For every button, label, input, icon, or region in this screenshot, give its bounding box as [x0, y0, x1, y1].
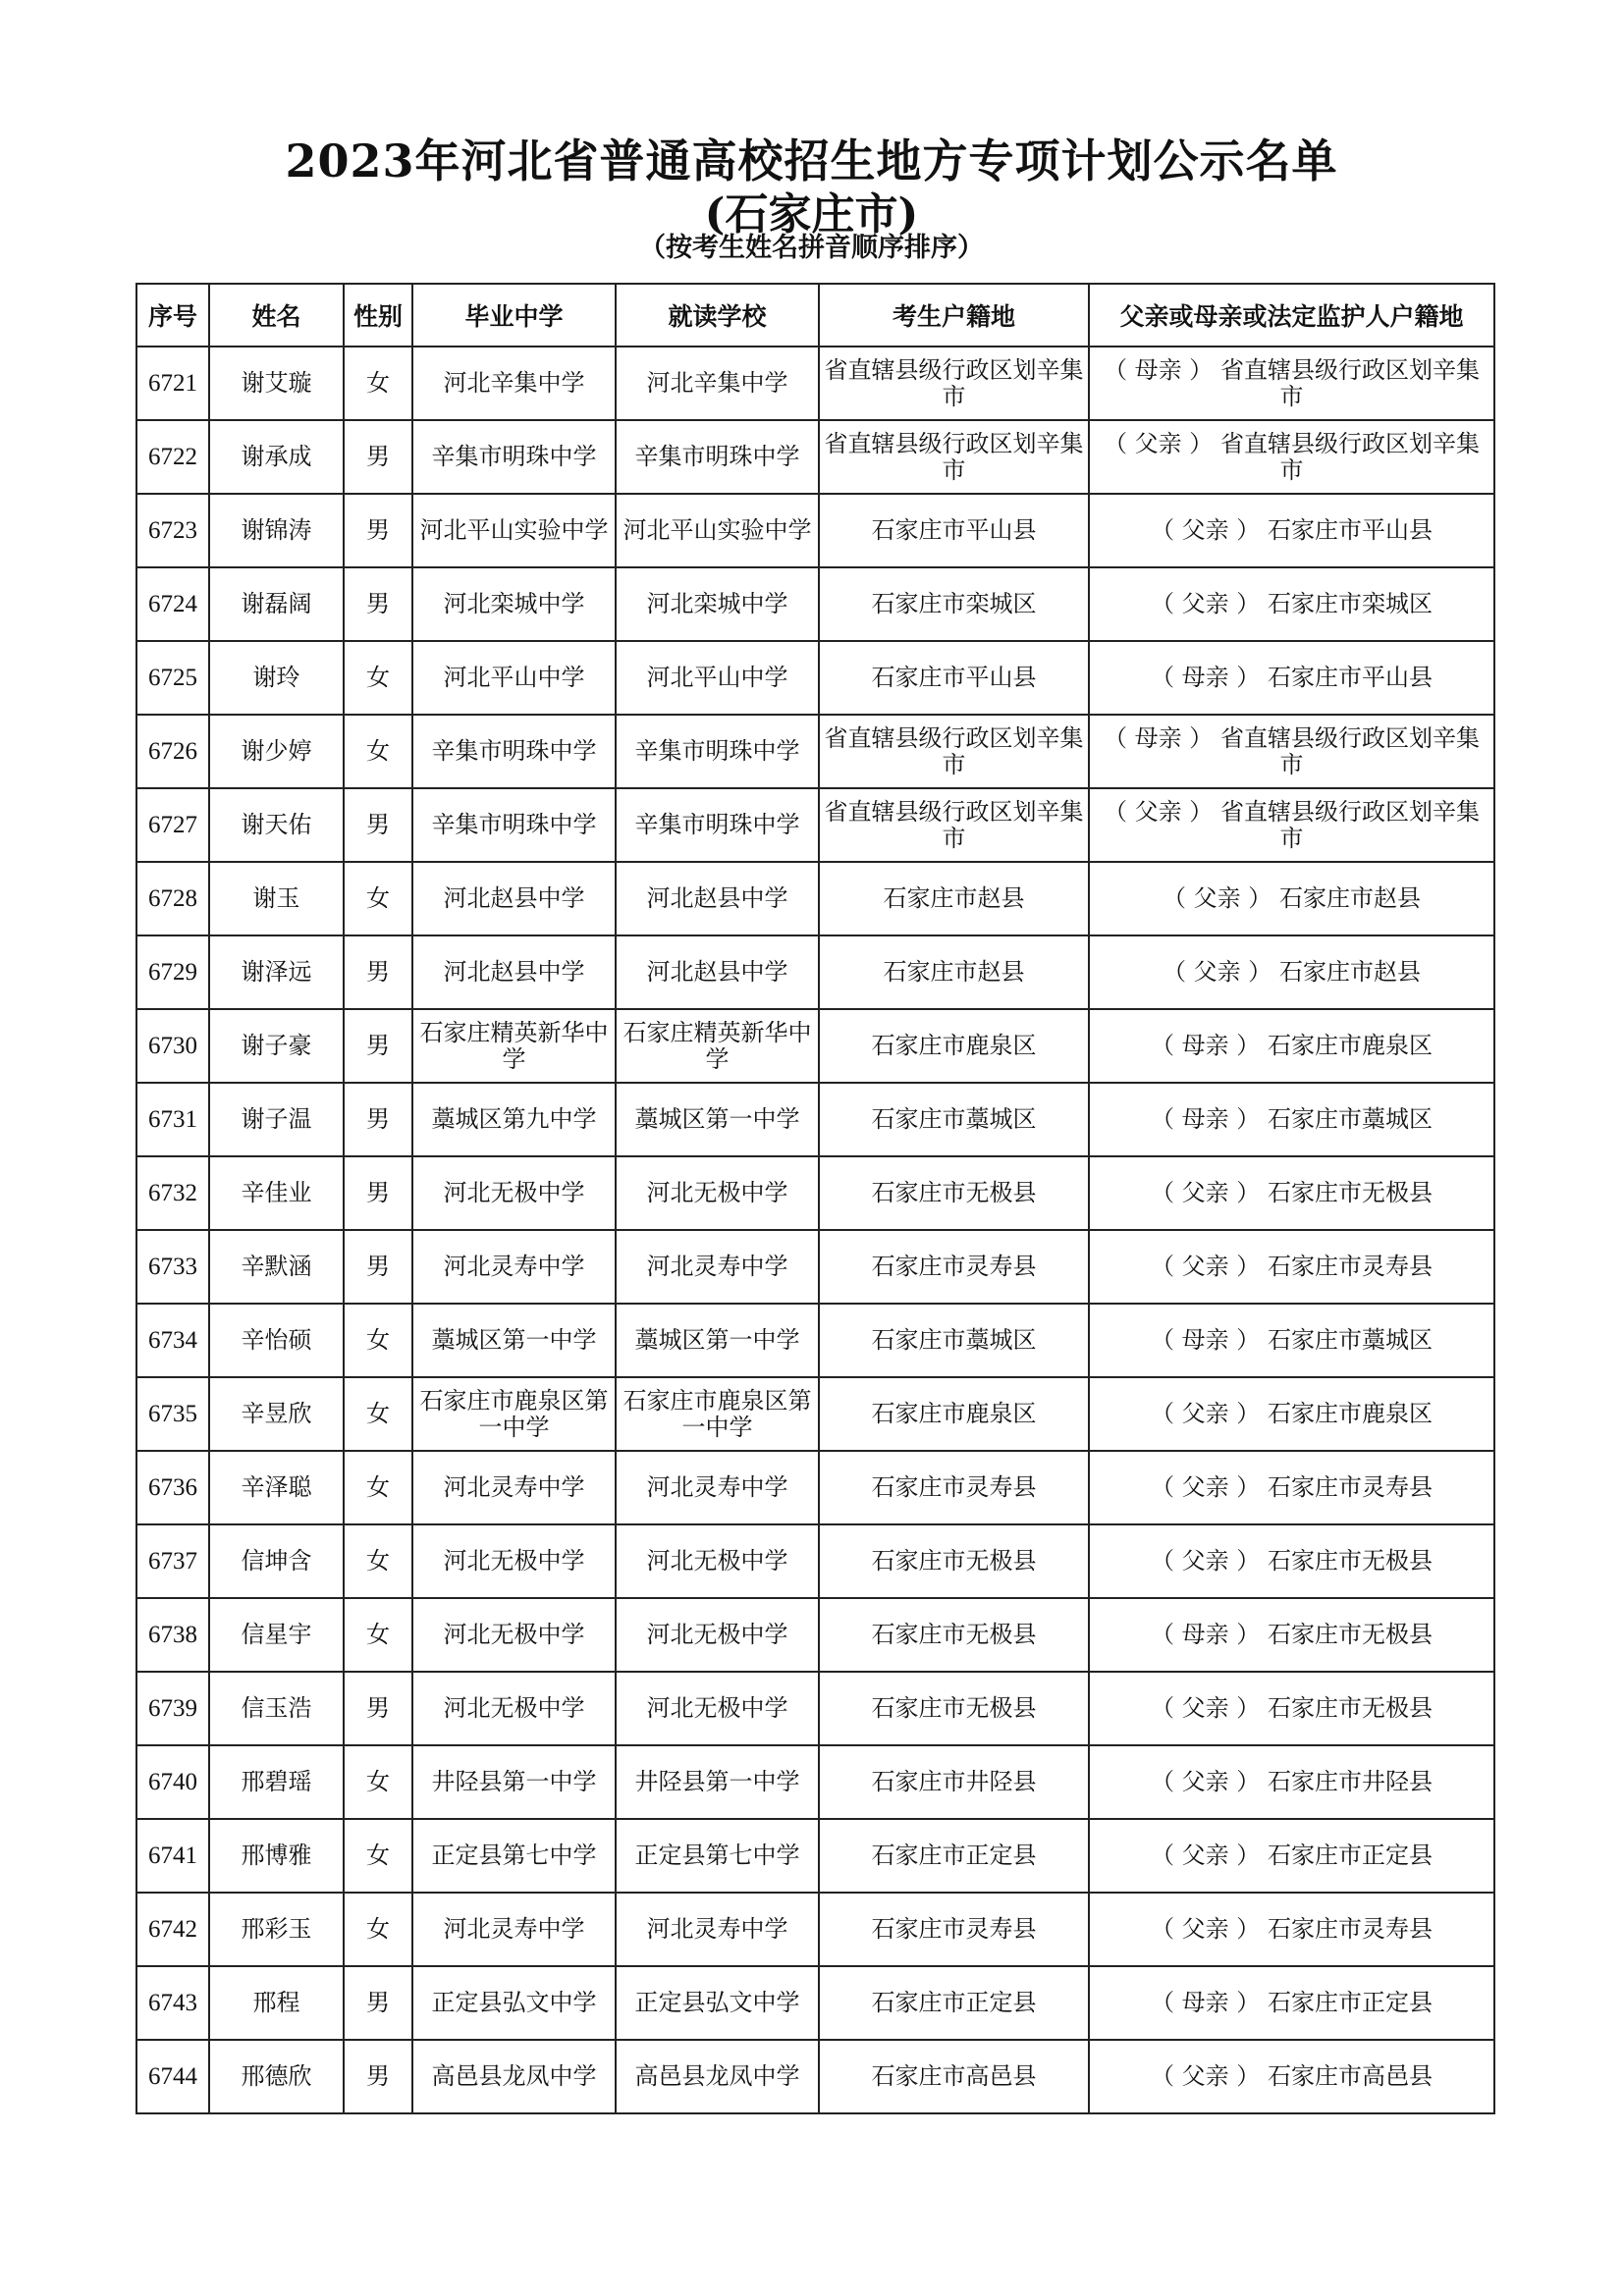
cell-name: 谢玲	[209, 641, 344, 715]
guardian-relation: （ 父亲 ）	[1163, 958, 1272, 986]
cell-current-school: 藁城区第一中学	[616, 1304, 819, 1377]
cell-residence: 省直辖县级行政区划辛集市	[819, 420, 1089, 494]
cell-guardian	[1089, 715, 1494, 788]
guardian-residence: 石家庄市鹿泉区	[1267, 1400, 1433, 1427]
cell-grad-school: 藁城区第一中学	[412, 1304, 616, 1377]
cell-name: 辛怡硕	[209, 1304, 344, 1377]
cell-seq: 6744	[136, 2040, 209, 2113]
cell-guardian	[1089, 862, 1494, 935]
cell-current-school: 井陉县第一中学	[616, 1745, 819, 1819]
cell-residence: 石家庄市无极县	[819, 1598, 1089, 1672]
cell-residence: 石家庄市平山县	[819, 494, 1089, 567]
cell-gender: 男	[344, 1230, 412, 1304]
cell-current-school: 河北平山实验中学	[616, 494, 819, 567]
cell-residence: 石家庄市栾城区	[819, 567, 1089, 641]
guardian-relation: （ 父亲 ）	[1151, 1694, 1261, 1722]
cell-grad-school: 河北灵寿中学	[412, 1451, 616, 1524]
cell-residence: 石家庄市高邑县	[819, 2040, 1089, 2113]
guardian-relation: （ 父亲 ）	[1151, 1179, 1261, 1206]
table-row	[136, 2040, 1494, 2113]
cell-name: 谢锦涛	[209, 494, 344, 567]
cell-residence: 省直辖县级行政区划辛集市	[819, 788, 1089, 862]
table-row	[136, 1672, 1494, 1745]
guardian-residence: 石家庄市赵县	[1278, 884, 1421, 912]
cell-current-school: 辛集市明珠中学	[616, 420, 819, 494]
guardian-relation: （ 父亲 ）	[1151, 1253, 1261, 1280]
cell-grad-school: 河北灵寿中学	[412, 1893, 616, 1966]
cell-gender: 男	[344, 420, 412, 494]
cell-name: 谢磊阔	[209, 567, 344, 641]
cell-current-school: 石家庄市鹿泉区第一中学	[616, 1377, 819, 1451]
cell-grad-school: 河北无极中学	[412, 1524, 616, 1598]
guardian-relation: （ 母亲 ）	[1151, 1105, 1261, 1133]
cell-current-school: 辛集市明珠中学	[616, 715, 819, 788]
cell-seq: 6730	[136, 1009, 209, 1083]
cell-current-school: 河北灵寿中学	[616, 1893, 819, 1966]
guardian-relation: （ 父亲 ）	[1151, 1547, 1261, 1575]
cell-guardian	[1089, 1156, 1494, 1230]
cell-name: 邢彩玉	[209, 1893, 344, 1966]
guardian-residence: 石家庄市赵县	[1278, 958, 1421, 986]
cell-guardian	[1089, 641, 1494, 715]
guardian-residence: 省直辖县级行政区划辛集市	[1219, 723, 1480, 778]
cell-seq: 6726	[136, 715, 209, 788]
cell-residence: 石家庄市藁城区	[819, 1083, 1089, 1156]
cell-guardian	[1089, 567, 1494, 641]
cell-gender: 男	[344, 494, 412, 567]
guardian-relation: （ 母亲 ）	[1151, 1032, 1261, 1059]
cell-grad-school: 河北赵县中学	[412, 935, 616, 1009]
cell-current-school: 河北赵县中学	[616, 862, 819, 935]
guardian-relation: （ 父亲 ）	[1151, 516, 1261, 544]
cell-seq: 6728	[136, 862, 209, 935]
cell-seq: 6737	[136, 1524, 209, 1598]
cell-residence: 石家庄市鹿泉区	[819, 1377, 1089, 1451]
cell-guardian	[1089, 1819, 1494, 1893]
cell-residence: 石家庄市灵寿县	[819, 1230, 1089, 1304]
cell-gender: 男	[344, 567, 412, 641]
guardian-relation: （ 母亲 ）	[1151, 1989, 1261, 2016]
cell-current-school: 河北无极中学	[616, 1524, 819, 1598]
cell-seq: 6743	[136, 1966, 209, 2040]
table-row	[136, 567, 1494, 641]
cell-grad-school: 河北栾城中学	[412, 567, 616, 641]
cell-current-school: 藁城区第一中学	[616, 1083, 819, 1156]
guardian-residence: 石家庄市正定县	[1267, 1989, 1433, 2016]
cell-seq: 6725	[136, 641, 209, 715]
table-row	[136, 1966, 1494, 2040]
cell-guardian	[1089, 1672, 1494, 1745]
cell-gender: 男	[344, 788, 412, 862]
guardian-residence: 省直辖县级行政区划辛集市	[1219, 797, 1480, 852]
cell-residence: 省直辖县级行政区划辛集市	[819, 347, 1089, 420]
table-row	[136, 1745, 1494, 1819]
table-body	[136, 347, 1494, 2113]
cell-seq: 6738	[136, 1598, 209, 1672]
guardian-residence: 石家庄市藁城区	[1267, 1326, 1433, 1354]
guardian-relation: （ 母亲 ）	[1104, 723, 1214, 752]
cell-current-school: 辛集市明珠中学	[616, 788, 819, 862]
guardian-relation: （ 父亲 ）	[1151, 590, 1261, 617]
cell-grad-school: 河北辛集中学	[412, 347, 616, 420]
cell-gender: 女	[344, 1377, 412, 1451]
table-row	[136, 1451, 1494, 1524]
table-row	[136, 1083, 1494, 1156]
guardian-residence: 石家庄市灵寿县	[1267, 1473, 1433, 1501]
cell-guardian	[1089, 1893, 1494, 1966]
cell-seq: 6736	[136, 1451, 209, 1524]
roster-table	[135, 283, 1495, 2114]
guardian-relation: （ 母亲 ）	[1151, 1326, 1261, 1354]
document-subtitle: (石家庄市)	[704, 189, 919, 240]
cell-guardian	[1089, 1230, 1494, 1304]
cell-grad-school: 辛集市明珠中学	[412, 420, 616, 494]
cell-gender: 男	[344, 2040, 412, 2113]
cell-grad-school: 河北赵县中学	[412, 862, 616, 935]
guardian-residence: 石家庄市井陉县	[1267, 1768, 1433, 1795]
cell-current-school: 河北栾城中学	[616, 567, 819, 641]
header-name: 姓名	[209, 284, 344, 347]
cell-name: 谢玉	[209, 862, 344, 935]
guardian-residence: 石家庄市高邑县	[1267, 2062, 1433, 2090]
cell-grad-school: 河北无极中学	[412, 1156, 616, 1230]
guardian-residence: 石家庄市无极县	[1267, 1179, 1433, 1206]
cell-grad-school: 辛集市明珠中学	[412, 788, 616, 862]
cell-seq: 6721	[136, 347, 209, 420]
sort-note: （按考生姓名拼音顺序排序）	[639, 233, 984, 263]
cell-residence: 石家庄市赵县	[819, 935, 1089, 1009]
cell-guardian	[1089, 1083, 1494, 1156]
cell-name: 谢子豪	[209, 1009, 344, 1083]
cell-gender: 女	[344, 641, 412, 715]
cell-gender: 男	[344, 1083, 412, 1156]
cell-residence: 石家庄市鹿泉区	[819, 1009, 1089, 1083]
guardian-residence: 石家庄市平山县	[1267, 664, 1433, 691]
cell-gender: 女	[344, 1524, 412, 1598]
cell-gender: 男	[344, 1009, 412, 1083]
cell-guardian	[1089, 420, 1494, 494]
cell-residence: 石家庄市无极县	[819, 1672, 1089, 1745]
cell-seq: 6732	[136, 1156, 209, 1230]
cell-gender: 男	[344, 1672, 412, 1745]
guardian-relation: （ 父亲 ）	[1104, 429, 1214, 457]
cell-guardian	[1089, 494, 1494, 567]
cell-seq: 6722	[136, 420, 209, 494]
guardian-residence: 省直辖县级行政区划辛集市	[1219, 429, 1480, 484]
guardian-residence: 石家庄市无极县	[1267, 1547, 1433, 1575]
document-title: 2023年河北省普通高校招生地方专项计划公示名单	[285, 134, 1338, 187]
cell-gender: 女	[344, 1304, 412, 1377]
cell-gender: 男	[344, 1966, 412, 2040]
cell-gender: 女	[344, 862, 412, 935]
cell-current-school: 高邑县龙凤中学	[616, 2040, 819, 2113]
cell-name: 辛泽聪	[209, 1451, 344, 1524]
cell-seq: 6724	[136, 567, 209, 641]
cell-seq: 6740	[136, 1745, 209, 1819]
guardian-residence: 石家庄市无极县	[1267, 1621, 1433, 1648]
cell-residence: 石家庄市赵县	[819, 862, 1089, 935]
guardian-residence: 石家庄市鹿泉区	[1267, 1032, 1433, 1059]
cell-grad-school: 正定县第七中学	[412, 1819, 616, 1893]
cell-grad-school: 河北无极中学	[412, 1672, 616, 1745]
cell-seq: 6733	[136, 1230, 209, 1304]
cell-grad-school: 河北无极中学	[412, 1598, 616, 1672]
table-row	[136, 788, 1494, 862]
table-header-row	[136, 284, 1494, 347]
cell-residence: 省直辖县级行政区划辛集市	[819, 715, 1089, 788]
cell-name: 辛默涵	[209, 1230, 344, 1304]
cell-gender: 男	[344, 1156, 412, 1230]
cell-gender: 女	[344, 1893, 412, 1966]
cell-name: 谢艾璇	[209, 347, 344, 420]
header-current-school: 就读学校	[616, 284, 819, 347]
header-residence: 考生户籍地	[819, 284, 1089, 347]
cell-residence: 石家庄市藁城区	[819, 1304, 1089, 1377]
guardian-relation: （ 父亲 ）	[1163, 884, 1272, 912]
table-row	[136, 1819, 1494, 1893]
cell-gender: 女	[344, 347, 412, 420]
guardian-residence: 石家庄市平山县	[1267, 516, 1433, 544]
table-row	[136, 715, 1494, 788]
cell-current-school: 正定县第七中学	[616, 1819, 819, 1893]
cell-gender: 女	[344, 715, 412, 788]
cell-residence: 石家庄市灵寿县	[819, 1893, 1089, 1966]
cell-residence: 石家庄市平山县	[819, 641, 1089, 715]
guardian-relation: （ 母亲 ）	[1104, 355, 1214, 384]
cell-residence: 石家庄市无极县	[819, 1524, 1089, 1598]
cell-current-school: 石家庄精英新华中学	[616, 1009, 819, 1083]
cell-guardian	[1089, 1966, 1494, 2040]
guardian-residence: 石家庄市藁城区	[1267, 1105, 1433, 1133]
cell-name: 信玉浩	[209, 1672, 344, 1745]
cell-current-school: 河北灵寿中学	[616, 1451, 819, 1524]
cell-current-school: 河北无极中学	[616, 1672, 819, 1745]
cell-guardian	[1089, 1745, 1494, 1819]
table-row	[136, 1893, 1494, 1966]
guardian-residence: 石家庄市正定县	[1267, 1842, 1433, 1869]
cell-guardian	[1089, 347, 1494, 420]
guardian-relation: （ 父亲 ）	[1151, 1768, 1261, 1795]
cell-name: 辛佳业	[209, 1156, 344, 1230]
cell-guardian	[1089, 1598, 1494, 1672]
cell-gender: 女	[344, 1598, 412, 1672]
table-row	[136, 347, 1494, 420]
cell-current-school: 河北平山中学	[616, 641, 819, 715]
guardian-residence: 石家庄市灵寿县	[1267, 1253, 1433, 1280]
cell-grad-school: 藁城区第九中学	[412, 1083, 616, 1156]
cell-current-school: 河北无极中学	[616, 1156, 819, 1230]
cell-name: 邢碧瑶	[209, 1745, 344, 1819]
guardian-relation: （ 母亲 ）	[1151, 664, 1261, 691]
cell-name: 谢子温	[209, 1083, 344, 1156]
guardian-relation: （ 父亲 ）	[1151, 1473, 1261, 1501]
cell-name: 邢德欣	[209, 2040, 344, 2113]
guardian-residence: 石家庄市灵寿县	[1267, 1915, 1433, 1943]
header-gender: 性别	[344, 284, 412, 347]
cell-seq: 6739	[136, 1672, 209, 1745]
cell-guardian	[1089, 935, 1494, 1009]
table-row	[136, 1009, 1494, 1083]
cell-grad-school: 河北灵寿中学	[412, 1230, 616, 1304]
cell-residence: 石家庄市灵寿县	[819, 1451, 1089, 1524]
cell-name: 信坤含	[209, 1524, 344, 1598]
cell-guardian	[1089, 1009, 1494, 1083]
cell-current-school: 河北无极中学	[616, 1598, 819, 1672]
cell-name: 信星宇	[209, 1598, 344, 1672]
table-row	[136, 1156, 1494, 1230]
cell-seq: 6741	[136, 1819, 209, 1893]
cell-gender: 男	[344, 935, 412, 1009]
cell-guardian	[1089, 1524, 1494, 1598]
cell-current-school: 河北辛集中学	[616, 347, 819, 420]
guardian-relation: （ 父亲 ）	[1151, 1400, 1261, 1427]
cell-grad-school: 河北平山中学	[412, 641, 616, 715]
guardian-relation: （ 父亲 ）	[1104, 797, 1214, 826]
table-row	[136, 1304, 1494, 1377]
cell-grad-school: 辛集市明珠中学	[412, 715, 616, 788]
cell-guardian	[1089, 1451, 1494, 1524]
cell-gender: 女	[344, 1819, 412, 1893]
cell-seq: 6742	[136, 1893, 209, 1966]
cell-grad-school: 高邑县龙凤中学	[412, 2040, 616, 2113]
table-row	[136, 1377, 1494, 1451]
table-row	[136, 641, 1494, 715]
cell-grad-school: 石家庄精英新华中学	[412, 1009, 616, 1083]
cell-residence: 石家庄市无极县	[819, 1156, 1089, 1230]
guardian-relation: （ 父亲 ）	[1151, 1842, 1261, 1869]
cell-name: 谢承成	[209, 420, 344, 494]
cell-guardian	[1089, 1304, 1494, 1377]
header-grad-school: 毕业中学	[412, 284, 616, 347]
cell-grad-school: 石家庄市鹿泉区第一中学	[412, 1377, 616, 1451]
cell-grad-school: 正定县弘文中学	[412, 1966, 616, 2040]
guardian-residence: 省直辖县级行政区划辛集市	[1219, 355, 1480, 410]
table-row	[136, 420, 1494, 494]
table-row	[136, 862, 1494, 935]
cell-grad-school: 井陉县第一中学	[412, 1745, 616, 1819]
cell-seq: 6734	[136, 1304, 209, 1377]
header-seq: 序号	[136, 284, 209, 347]
cell-guardian	[1089, 788, 1494, 862]
cell-residence: 石家庄市井陉县	[819, 1745, 1089, 1819]
guardian-residence: 石家庄市无极县	[1267, 1694, 1433, 1722]
cell-name: 谢泽远	[209, 935, 344, 1009]
cell-gender: 女	[344, 1745, 412, 1819]
cell-seq: 6727	[136, 788, 209, 862]
guardian-relation: （ 母亲 ）	[1151, 1621, 1261, 1648]
cell-seq: 6735	[136, 1377, 209, 1451]
cell-name: 辛昱欣	[209, 1377, 344, 1451]
cell-seq: 6723	[136, 494, 209, 567]
cell-guardian	[1089, 1377, 1494, 1451]
table-row	[136, 1524, 1494, 1598]
cell-residence: 石家庄市正定县	[819, 1819, 1089, 1893]
cell-current-school: 河北赵县中学	[616, 935, 819, 1009]
cell-current-school: 河北灵寿中学	[616, 1230, 819, 1304]
cell-guardian	[1089, 2040, 1494, 2113]
cell-current-school: 正定县弘文中学	[616, 1966, 819, 2040]
guardian-relation: （ 父亲 ）	[1151, 2062, 1261, 2090]
cell-residence: 石家庄市正定县	[819, 1966, 1089, 2040]
table-row	[136, 935, 1494, 1009]
table-row	[136, 1598, 1494, 1672]
cell-seq: 6731	[136, 1083, 209, 1156]
table-row	[136, 494, 1494, 567]
guardian-relation: （ 父亲 ）	[1151, 1915, 1261, 1943]
cell-seq: 6729	[136, 935, 209, 1009]
cell-grad-school: 河北平山实验中学	[412, 494, 616, 567]
cell-name: 谢少婷	[209, 715, 344, 788]
table-row	[136, 1230, 1494, 1304]
header-guardian-residence: 父亲或母亲或法定监护人户籍地	[1089, 284, 1494, 347]
cell-name: 邢程	[209, 1966, 344, 2040]
cell-name: 谢天佑	[209, 788, 344, 862]
cell-name: 邢博雅	[209, 1819, 344, 1893]
guardian-residence: 石家庄市栾城区	[1267, 590, 1433, 617]
cell-gender: 女	[344, 1451, 412, 1524]
